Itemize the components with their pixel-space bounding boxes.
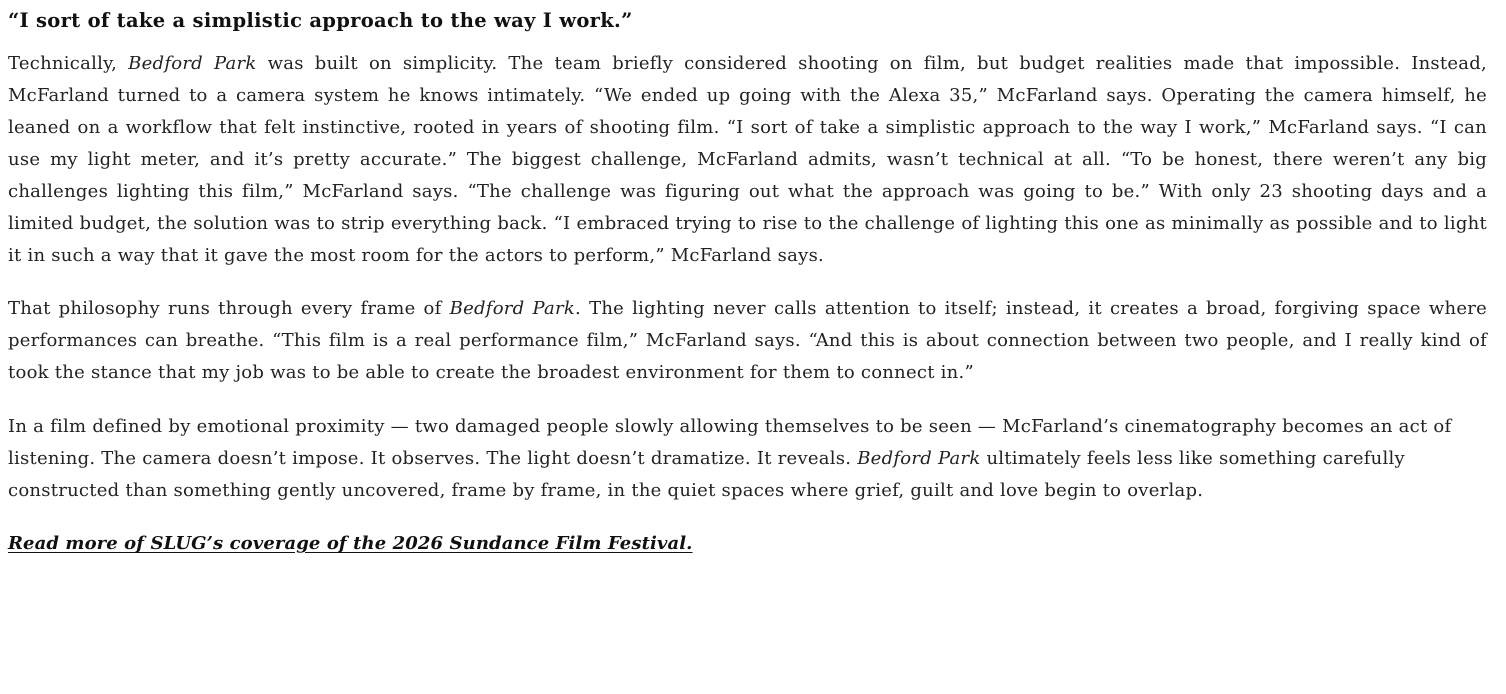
paragraph-2 <box>8 293 1487 389</box>
paragraph-3 <box>8 411 1487 507</box>
pull-quote-heading: “I sort of take a simplistic approach to the way I work.” <box>8 9 633 32</box>
paragraph-3-text-start: In a film defined by emotional proximity — two damaged people slowly allowing themselves to be seen — McFarland’s cinematography becomes an act of listening. The camera doesn’t impose. It observes. The light doesn’t dramatize. It reveals. <box>8 416 1452 469</box>
read-more-link[interactable]: Read more of SLUG’s coverage of the 2026 Sundance Film Festival. <box>8 533 693 554</box>
paragraph-1-text-start: Technically, <box>8 53 129 74</box>
paragraph-2-text-end: . The lighting never calls attention to itself; instead, it creates a broad, forgiving space where performances can breathe. “This film is a real performance film,” McFarland says. “And this is about connection between two people, and I really kind of took the stance that my job was to be able to create the broadest environment for them to connect in.” <box>8 298 1487 383</box>
film-title-italic: Bedford Park <box>857 448 981 469</box>
paragraph-2-text-start: That philosophy runs through every frame of <box>8 298 450 319</box>
film-title-italic: Bedford Park <box>128 53 257 74</box>
paragraph-1-text-end: was built on simplicity. The team briefly considered shooting on film, but budget realities made that impossible. Instead, McFarland turned to a camera system he knows intimately. “We ended up going with the Alexa 35,” McFarland says. Operating the camera himself, he leaned on a workflow that felt instinctive, rooted in years of shooting film. “I sort of take a simplistic approach to the way I work,” McFarland says. “I can use my light meter, and it’s pretty accurate.” The biggest challenge, McFarland admits, wasn’t technical at all. “To be honest, there weren’t any big challenges lighting this film,” McFarland says. “The challenge was figuring out what the approach was going to be.” With only 23 shooting days and a limited budget, the solution was to strip everything back. “I embraced trying to rise to the challenge of lighting this one as minimally as possible and to light it in such a way that it gave the most room for the actors to perform,” McFarland says. <box>8 53 1488 266</box>
paragraph-1 <box>8 48 1487 272</box>
paragraph-3-text-end: ultimately feels less like something carefully constructed than something gently uncovered, frame by frame, in the quiet spaces where grief, guilt and love begin to overlap. <box>8 448 1405 501</box>
article-body <box>8 0 1487 560</box>
film-title-italic: Bedford Park <box>449 298 576 319</box>
